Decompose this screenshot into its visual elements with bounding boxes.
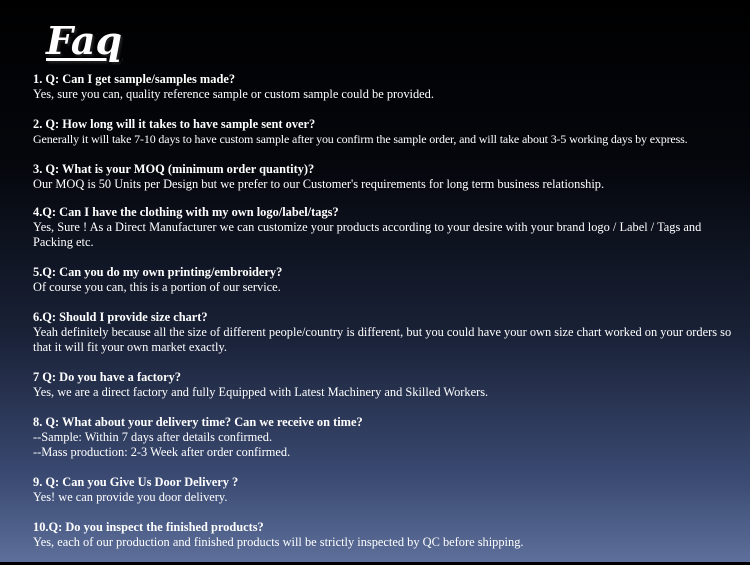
faq-question: 7 Q: Do you have a factory? — [33, 370, 181, 384]
faq-item-2 — [33, 117, 745, 147]
faq-answer: Of course you can, this is a portion of our service. — [33, 280, 281, 294]
faq-answer: Yes! we can provide you door delivery. — [33, 490, 228, 504]
faq-item-9 — [33, 475, 745, 505]
faq-answer: --Mass production: 2-3 Week after order confirmed. — [33, 445, 291, 459]
faq-answer: --Sample: Within 7 days after details confirmed. — [33, 430, 273, 444]
faq-item-1 — [33, 72, 745, 102]
faq-item-4 — [33, 205, 745, 250]
faq-question: 6.Q: Should I provide size chart? — [33, 310, 208, 324]
faq-answer: Yes, we are a direct factory and fully Equipped with Latest Machinery and Skilled Workers. — [33, 385, 489, 399]
faq-question: 4.Q: Can I have the clothing with my own logo/label/tags? — [33, 205, 339, 219]
faq-question: 9. Q: Can you Give Us Door Delivery ? — [33, 475, 239, 489]
faq-item-7 — [33, 370, 745, 400]
page-title: Faq — [46, 18, 123, 63]
faq-item-3 — [33, 162, 745, 192]
faq-question: 3. Q: What is your MOQ (minimum order quantity)? — [33, 162, 315, 176]
faq-answer: Yes, Sure ! As a Direct Manufacturer we can customize your products according to your desire with your brand logo / Label / Tags and Packing etc. — [33, 220, 702, 249]
faq-answer: Yeah definitely because all the size of different people/country is different, but you could have your own size chart worked on your orders so that it will fit your own market exactly. — [33, 325, 732, 354]
faq-answer: Yes, each of our production and finished products will be strictly inspected by QC before shipping. — [33, 535, 524, 549]
faq-answer: Generally it will take 7-10 days to have custom sample after you confirm the sample order, and will take about 3-5 working days by express. — [33, 132, 688, 146]
faq-list — [33, 72, 745, 565]
faq-item-6 — [33, 310, 745, 355]
faq-answer: Yes, sure you can, quality reference sample or custom sample could be provided. — [33, 87, 434, 101]
faq-item-5 — [33, 265, 745, 295]
faq-item-10 — [33, 520, 745, 550]
faq-question: 10.Q: Do you inspect the finished products? — [33, 520, 264, 534]
faq-question: 5.Q: Can you do my own printing/embroidery? — [33, 265, 283, 279]
faq-item-8 — [33, 415, 745, 460]
faq-question: 8. Q: What about your delivery time? Can we receive on time? — [33, 415, 363, 429]
faq-answer: Our MOQ is 50 Units per Design but we prefer to our Customer's requirements for long term business relationship. — [33, 177, 605, 191]
faq-question: 1. Q: Can I get sample/samples made? — [33, 72, 236, 86]
faq-question: 2. Q: How long will it takes to have sample sent over? — [33, 117, 316, 131]
